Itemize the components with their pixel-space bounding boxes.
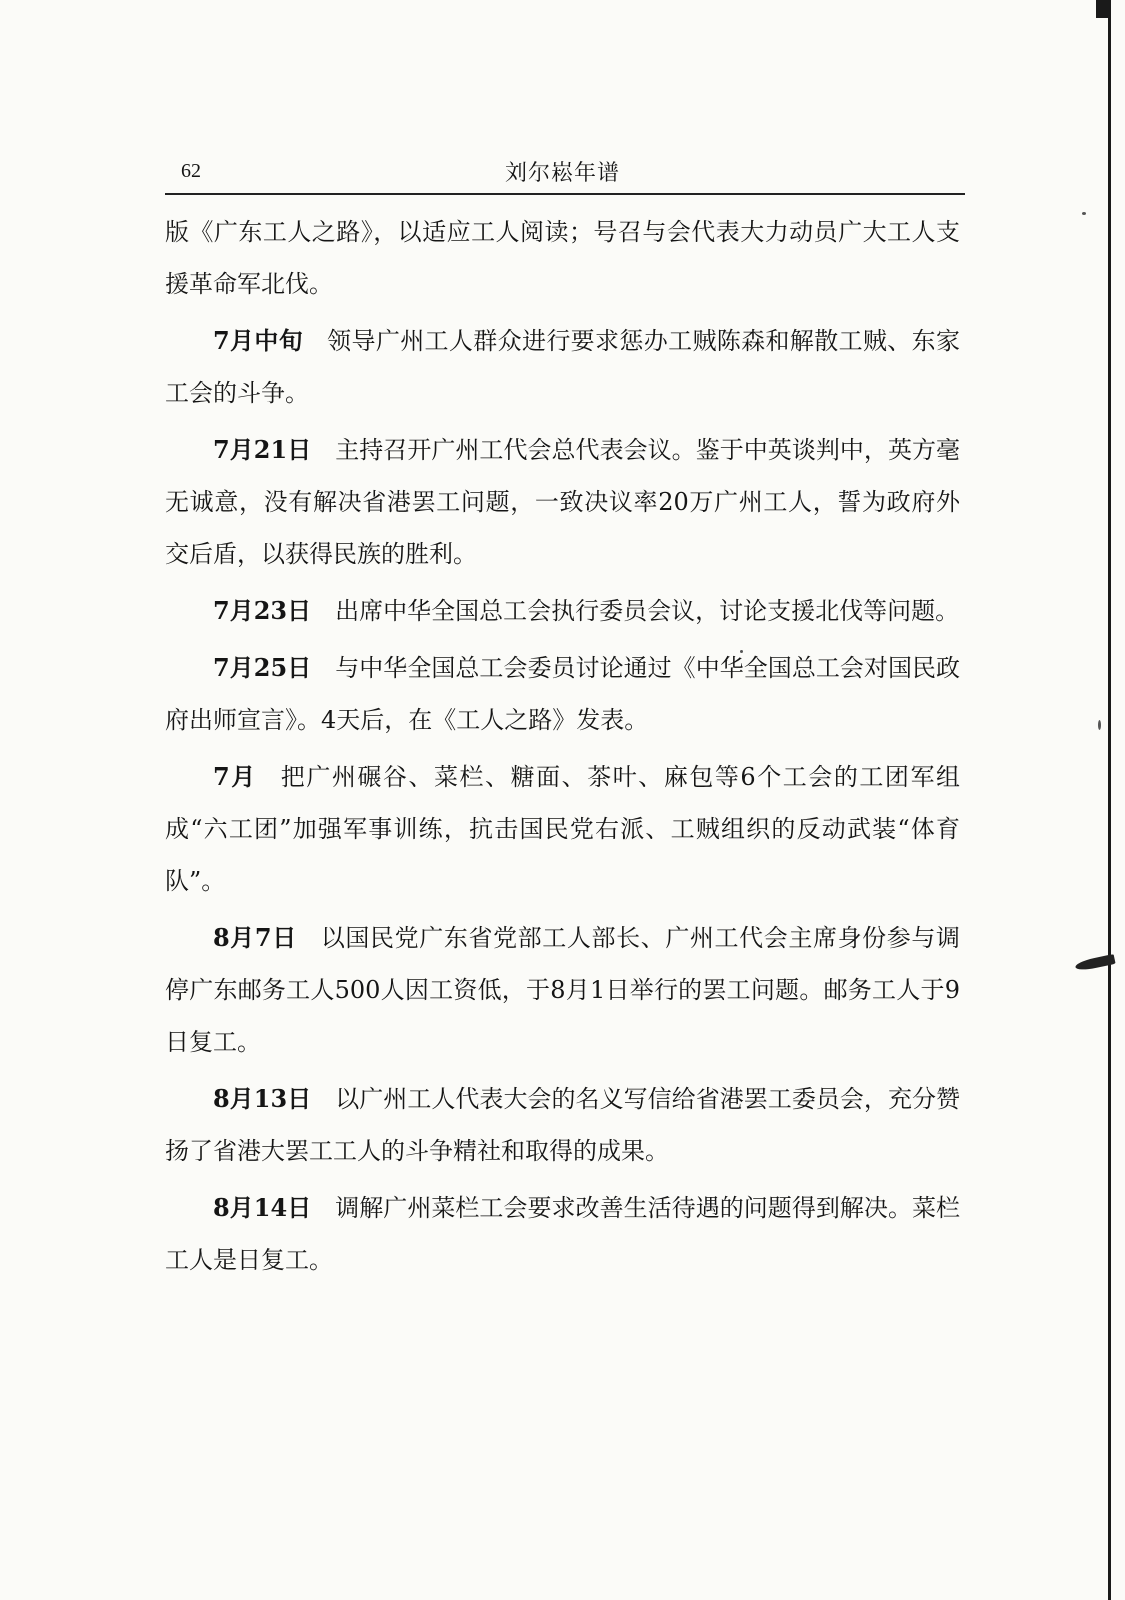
paragraph-text: 版《广东工人之路》，以适应工人阅读；号召与会代表大力动员广大工人支援革命军北伐。 [165, 218, 960, 298]
entry-text: 调解广州菜栏工会要求改善生活待遇的问题得到解决。菜栏工人是日复工。 [165, 1194, 961, 1274]
paragraph-continuation [165, 206, 960, 310]
scan-edge-line [1108, 0, 1111, 1600]
body-text [165, 206, 960, 1291]
entry-date: 8月13日 [213, 1084, 312, 1113]
entry-date: 7月21日 [213, 435, 312, 464]
entry-date: 7月中旬 [213, 326, 304, 355]
entry-paragraph [165, 642, 960, 746]
scan-speck [1082, 212, 1086, 215]
entry-text: 出席中华全国总工会执行委员会议，讨论支援北伐等问题。 [335, 597, 960, 625]
entry-date: 7月25日 [213, 653, 312, 682]
entry-date: 8月7日 [213, 923, 297, 952]
entry-date: 7月 [213, 762, 257, 791]
entry-date: 8月14日 [213, 1193, 312, 1222]
entry-text: 以国民党广东省党部工人部长、广州工代会主席身份参与调停广东邮务工人500人因工资低，于8月1日举行的罢工问题。邮务工人于9日复工。 [165, 924, 960, 1056]
scan-speck [1098, 720, 1101, 730]
entry-paragraph [165, 751, 960, 907]
scan-speck [740, 650, 743, 653]
entry-text: 把广州碾谷、菜栏、糖面、茶叶、麻包等6个工会的工团军组成“六工团”加强军事训练，抗击国民党右派、工贼组织的反动武装“体育队”。 [165, 763, 960, 895]
entry-date: 7月23日 [213, 596, 312, 625]
running-title: 刘尔崧年谱 [505, 161, 621, 186]
entry-text: 与中华全国总工会委员讨论通过《中华全国总工会对国民政府出师宣言》。4天后，在《工人之路》发表。 [165, 654, 961, 734]
entry-paragraph [165, 912, 960, 1068]
entry-paragraph [165, 585, 960, 637]
entry-paragraph [165, 424, 960, 580]
page-number: 62 [181, 160, 201, 182]
entry-paragraph [165, 1182, 960, 1286]
entry-paragraph [165, 315, 960, 419]
page-header [165, 152, 965, 192]
header-rule [165, 193, 965, 195]
entry-text: 主持召开广州工代会总代表会议。鉴于中英谈判中，英方毫无诚意，没有解决省港罢工问题，一致决议率20万广州工人，誓为政府外交后盾，以获得民族的胜利。 [165, 436, 961, 568]
entry-paragraph [165, 1073, 960, 1177]
entry-text: 以广州工人代表大会的名义写信给省港罢工委员会，充分赞扬了省港大罢工工人的斗争精社和取得的成果。 [165, 1085, 961, 1165]
entry-text: 领导广州工人群众进行要求惩办工贼陈森和解散工贼、东家工会的斗争。 [165, 327, 960, 407]
